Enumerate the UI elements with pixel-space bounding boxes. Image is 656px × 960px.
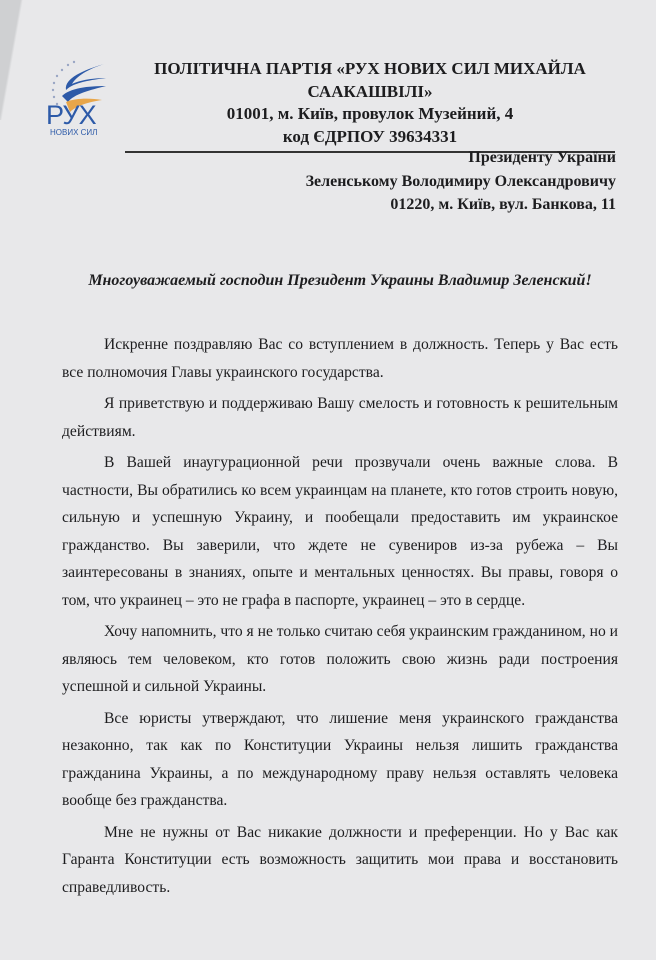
logo-subtitle: НОВИХ СИЛ xyxy=(50,128,98,137)
salutation: Многоуважаемый господин Президент Украины Владимир Зеленский! xyxy=(88,272,592,289)
letterhead-line: СААКАШВІЛІ» xyxy=(307,81,433,101)
logo-word: РУХ xyxy=(46,100,96,130)
paragraph: В Вашей инаугурационной речи прозвучали очень важные слова. В частности, Вы обратились ко всем украинцам на планете, кто готов строить новую, сильную и успешную Украину, и пообещали предоставить им украинское гражданство. Вы заверили, что ждете не сувениров из-за рубежа – Вы заинтересованы в знаниях, опыте и ментальных ценностях. Вы правы, говоря о том, что украинец – это не графа в паспорте, украинец – это в сердце. xyxy=(62,454,618,609)
letterhead-code: код ЄДРПОУ 39634331 xyxy=(282,126,458,146)
addressee-line: 01220, м. Київ, вул. Банкова, 11 xyxy=(390,196,616,213)
letter-body xyxy=(62,331,618,905)
letterhead-address: 01001, м. Київ, провулок Музейний, 4 xyxy=(226,104,514,123)
paragraph: Искренне поздравляю Вас со вступлением в должность. Теперь у Вас есть все полномочия Главы украинского государства. xyxy=(62,336,618,381)
addressee-block xyxy=(306,146,616,217)
paragraph: Я приветствую и поддерживаю Вашу смелость и готовность к решительным действиям. xyxy=(62,395,618,440)
paragraph: Мне не нужны от Вас никакие должности и преференции. Но у Вас как Гаранта Конституции есть возможность защитить мои права и восстановить справедливость. xyxy=(62,823,618,896)
letterhead xyxy=(120,58,620,148)
paper-edge xyxy=(0,0,30,120)
paragraph: Хочу напомнить, что я не только считаю себя украинским гражданином, но и являюсь тем человеком, кто готов положить свою жизнь ради построения успешной и сильной Украины. xyxy=(62,623,618,695)
letterhead-line: ПОЛІТИЧНА ПАРТІЯ «РУХ НОВИХ СИЛ МИХАЙЛА xyxy=(154,59,586,78)
addressee-line: Зеленському Володимиру Олександровичу xyxy=(305,172,616,190)
paragraph: Все юристы утверждают, что лишение меня украинского гражданства незаконно, так как по Конституции Украины нельзя лишить гражданства гражданина Украины, а по международному праву нельзя оставлять человека вообще без гражданства. xyxy=(62,709,618,809)
addressee-line: Президенту України xyxy=(468,149,616,166)
